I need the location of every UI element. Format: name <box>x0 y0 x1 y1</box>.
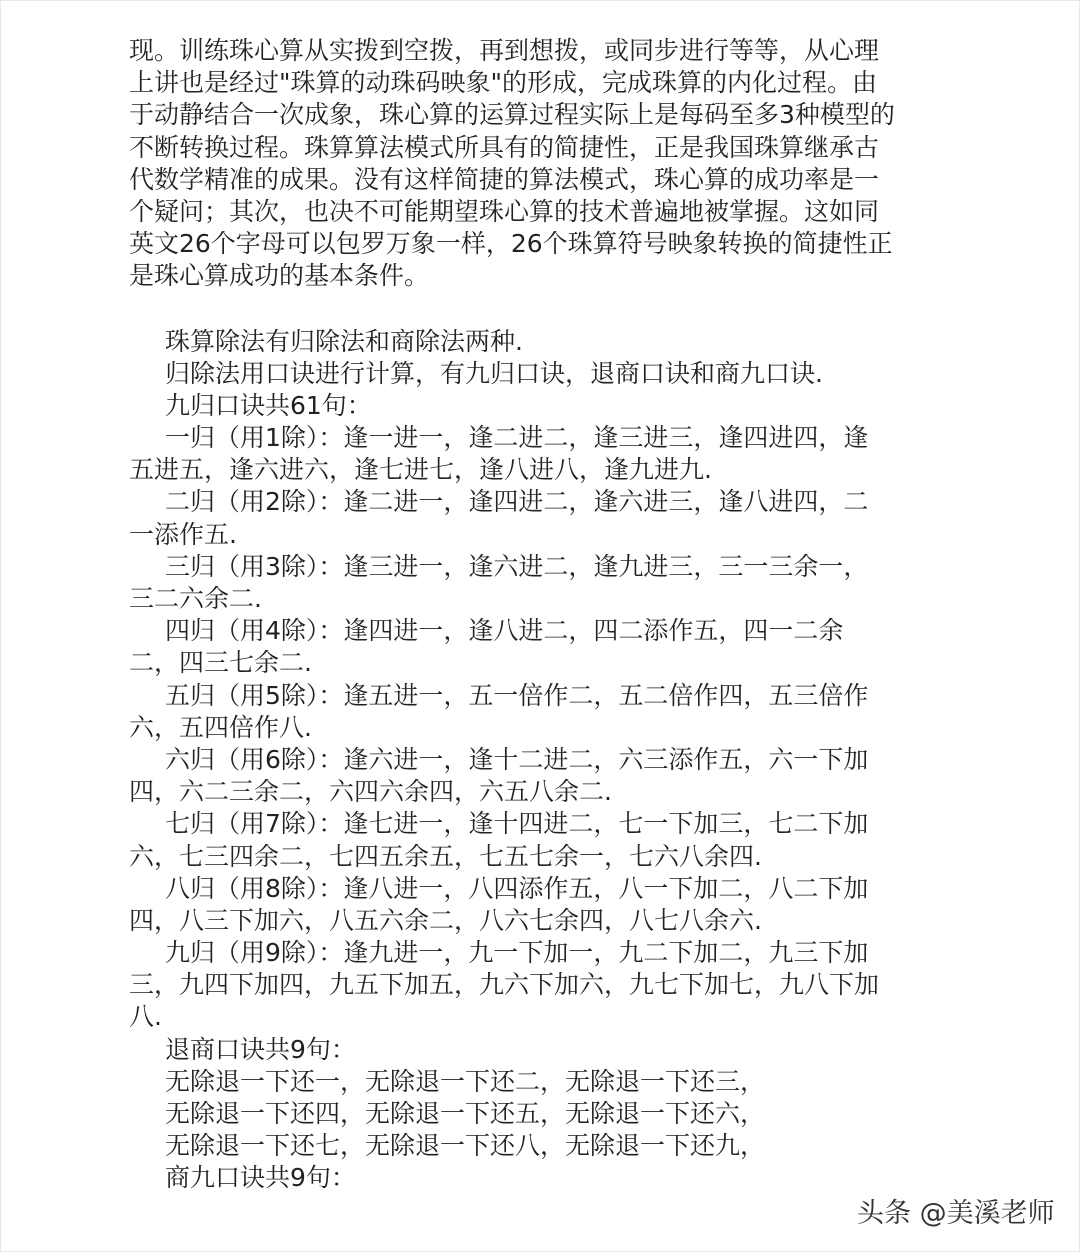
rule-9-first-line: 九归（用9除）：逢九进一，九一下加一，九二下加二，九三下加 <box>165 938 869 968</box>
rule-1-first-line: 一归（用1除）：逢一进一，逢二进二，逢三进三，逢四进四，逢 <box>165 423 869 453</box>
rule-3-continuation: 三二六余二. <box>129 584 262 613</box>
tui-shang-heading: 退商口诀共9句： <box>165 1034 356 1064</box>
rule-5-continuation: 六，五四倍作八. <box>129 712 312 742</box>
rule-6-continuation: 四，六二三余二，六四六余四，六五八余二. <box>129 777 612 807</box>
rule-1-continuation: 五进五，逢六进六，逢七进七，逢八进八，逢九进九. <box>129 455 712 485</box>
rule-4-first-line: 四归（用4除）：逢四进一，逢八进二，四二添作五，四一二余 <box>165 616 844 646</box>
paragraph-gap <box>0 293 1080 326</box>
document-body <box>0 35 1080 1195</box>
rule-9-continuation: 三，九四下加四，九五下加五，九六下加六，九七下加七，九八下加 <box>129 970 880 1000</box>
rule-2-continuation: 一添作五. <box>129 519 237 549</box>
intro-line: 现。训练珠心算从实拨到空拨，再到想拨，或同步进行等等，从心理 <box>129 36 880 65</box>
intro-line: 个疑问；其次，也决不可能期望珠心算的技术普遍地被掌握。这如同 <box>129 196 880 226</box>
rule-3-first-line: 三归（用3除）：逢三进一，逢六进二，逢九进三，三一三余一， <box>165 551 869 581</box>
rule-7-continuation: 六，七三四余二，七四五余五，七五七余一，七六八余四. <box>129 841 762 871</box>
rule-5-first-line: 五归（用5除）：逢五进一，五一倍作二，五二倍作四，五三倍作 <box>165 680 869 710</box>
intro-line: 代数学精准的成果。没有这样简捷的算法模式，珠心算的成功率是一 <box>129 164 880 194</box>
rule-7-first-line: 七归（用7除）：逢七进一，逢十四进二，七一下加三，七二下加 <box>165 809 869 839</box>
shang-jiu-heading: 商九口诀共9句： <box>165 1163 356 1193</box>
intro-line: 英文26个字母可以包罗万象一样，26个珠算符号映象转换的简捷性正 <box>129 229 893 259</box>
rule-6-first-line: 六归（用6除）：逢六进一，逢十二进二，六三添作五，六一下加 <box>165 744 869 774</box>
nine-gui-heading: 九归口诀共61句： <box>165 390 372 420</box>
tui-shang-line: 无除退一下还一，无除退一下还二，无除退一下还三， <box>165 1066 766 1096</box>
intro-line: 上讲也是经过"珠算的动珠码映象"的形成，完成珠算的内化过程。由 <box>129 68 878 98</box>
intro-line: 于动静结合一次成象，珠心算的运算过程实际上是每码至多3种模型的 <box>129 100 895 130</box>
division-intro-line: 归除法用口诀进行计算，有九归口诀，退商口诀和商九口诀. <box>165 358 823 388</box>
rule-9-continuation: 八. <box>129 1002 162 1032</box>
intro-line: 是珠心算成功的基本条件。 <box>129 261 430 291</box>
rule-4-continuation: 二，四三七余二. <box>129 648 312 678</box>
source-watermark: 头条 @美溪老师 <box>857 1198 1055 1229</box>
tui-shang-line: 无除退一下还七，无除退一下还八，无除退一下还九， <box>165 1131 766 1161</box>
intro-line: 不断转换过程。珠算算法模式所具有的简捷性，正是我国珠算继承古 <box>129 132 880 162</box>
tui-shang-line: 无除退一下还四，无除退一下还五，无除退一下还六， <box>165 1099 766 1128</box>
rule-8-first-line: 八归（用8除）：逢八进一，八四添作五，八一下加二，八二下加 <box>165 873 869 903</box>
division-intro-line: 珠算除法有归除法和商除法两种. <box>165 326 523 356</box>
rule-8-continuation: 四，八三下加六，八五六余二，八六七余四，八七八余六. <box>129 905 762 935</box>
rule-2-first-line: 二归（用2除）：逢二进一，逢四进二，逢六进三，逢八进四，二 <box>165 487 869 517</box>
